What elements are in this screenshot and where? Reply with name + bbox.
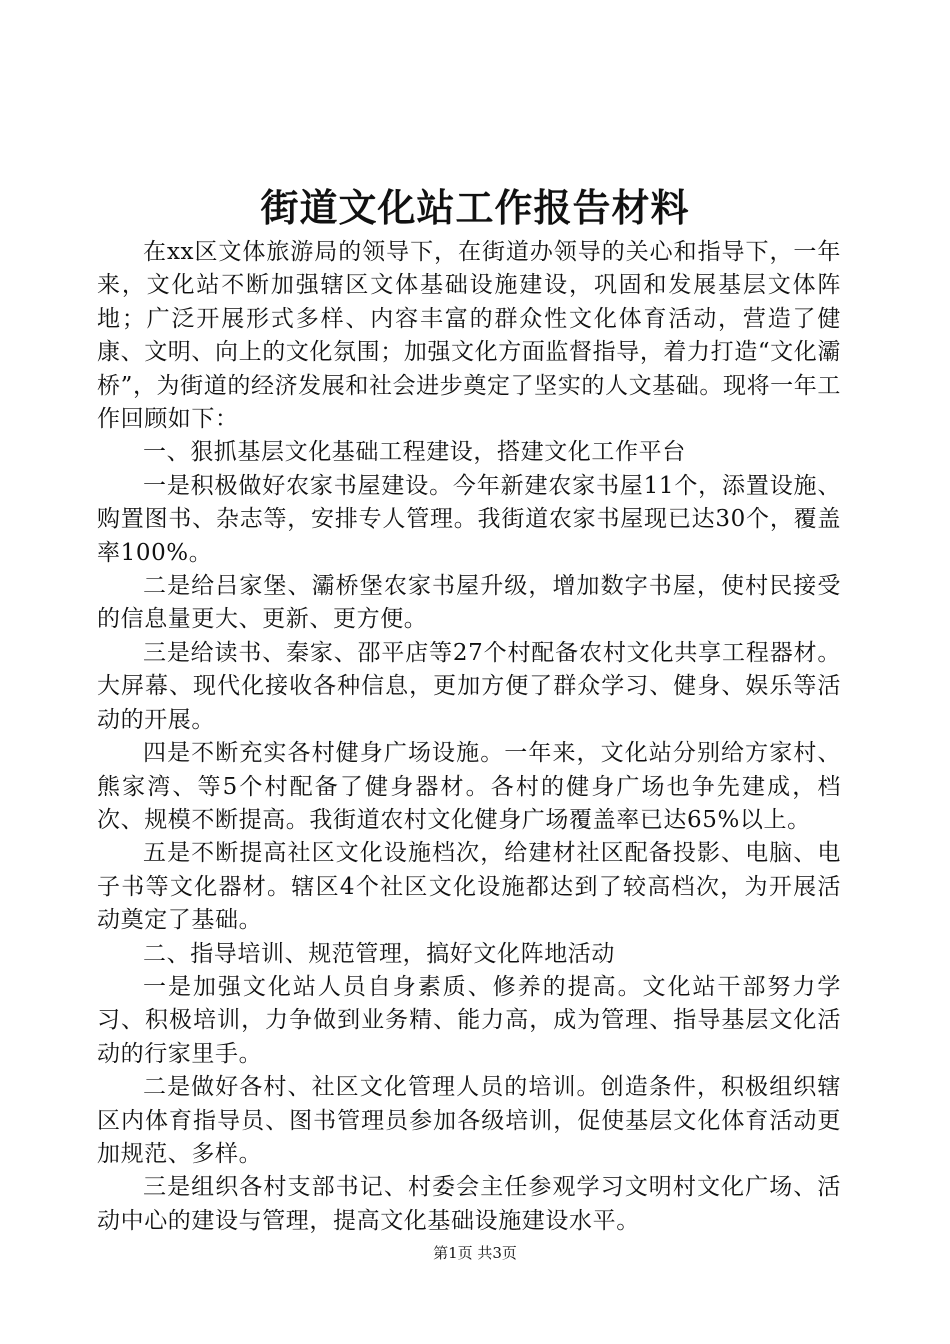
paragraph-item-8: 三是组织各村支部书记、村委会主任参观学习文明村文化广场、活动中心的建设与管理，提高文化基础设施建设水平。 bbox=[97, 1174, 841, 1234]
section-heading-2: 二、指导培训、规范管理，搞好文化阵地活动 bbox=[143, 940, 615, 967]
paragraph-item-2: 二是给吕家堡、灞桥堡农家书屋升级，增加数字书屋，使村民接受的信息量更大、更新、更方便。 bbox=[97, 573, 841, 633]
paragraph-item-5: 五是不断提高社区文化设施档次，给建材社区配备投影、电脑、电子书等文化器材。辖区4个社区文化设施都达到了较高档次，为开展活动奠定了基础。 bbox=[97, 840, 841, 934]
document-title: 街道文化站工作报告材料 bbox=[260, 185, 690, 230]
paragraph-item-7: 二是做好各村、社区文化管理人员的培训。创造条件，积极组织辖区内体育指导员、图书管理员参加各级培训，促使基层文化体育活动更加规范、多样。 bbox=[97, 1074, 841, 1167]
section-heading-1: 一、狠抓基层文化基础工程建设，搭建文化工作平台 bbox=[143, 439, 686, 466]
paragraph-item-4: 四是不断充实各村健身广场设施。一年来，文化站分别给方家村、熊家湾、等5个村配备了健身器材。各村的健身广场也争先建成，档次、规模不断提高。我街道农村文化健身广场覆盖率已达65%以上。 bbox=[97, 740, 841, 833]
paragraph-item-1: 一是积极做好农家书屋建设。今年新建农家书屋11个，添置设施、购置图书、杂志等，安排专人管理。我街道农家书屋现已达30个，覆盖率100%。 bbox=[97, 472, 841, 566]
paragraph-item-3: 三是给读书、秦家、邵平店等27个村配备农村文化共享工程器材。大屏幕、现代化接收各种信息，更加方便了群众学习、健身、娱乐等活动的开展。 bbox=[97, 639, 841, 733]
paragraph-item-6: 一是加强文化站人员自身素质、修养的提高。文化站干部努力学习、积极培训，力争做到业务精、能力高，成为管理、指导基层文化活动的行家里手。 bbox=[97, 973, 841, 1067]
page-footer: 第1页 共3页 bbox=[433, 1244, 517, 1262]
document-body bbox=[97, 236, 841, 1238]
intro-paragraph: 在xx区文体旅游局的领导下，在街道办领导的关心和指导下，一年来，文化站不断加强辖区文体基础设施建设，巩固和发展基层文体阵地；广泛开展形式多样、内容丰富的群众性文化体育活动，营造了健康、文明、向上的文化氛围；加强文化方面监督指导，着力打造“文化灞桥”，为街道的经济发展和社会进步奠定了坚实的人文基础。现将一年工作回顾如下： bbox=[97, 239, 841, 433]
